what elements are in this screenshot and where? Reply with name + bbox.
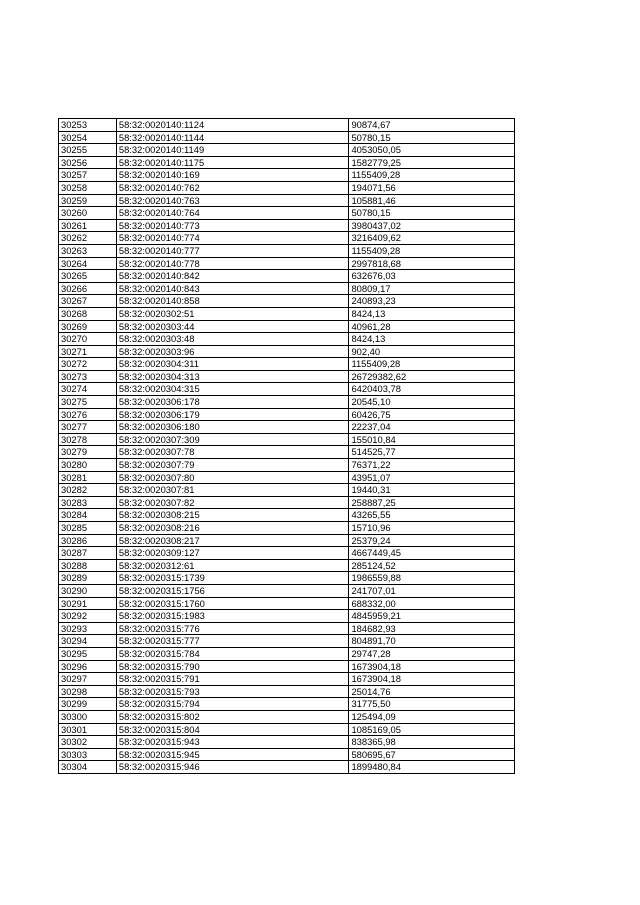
table-row [59, 408, 515, 421]
row-number-cell: 30297 [59, 673, 117, 686]
cadastral-number-cell: 58:32:0020140:778 [116, 257, 349, 270]
row-number-cell: 30292 [59, 610, 117, 623]
value-cell: 8424,13 [349, 307, 515, 320]
row-number-cell: 30290 [59, 584, 117, 597]
value-cell: 43265,55 [349, 509, 515, 522]
value-cell: 60426,75 [349, 408, 515, 421]
value-cell: 155010,84 [349, 433, 515, 446]
cadastral-number-cell: 58:32:0020140:1175 [116, 156, 349, 169]
row-number-cell: 30287 [59, 547, 117, 560]
table-row [59, 169, 515, 182]
cadastral-number-cell: 58:32:0020140:773 [116, 219, 349, 232]
table-row [59, 282, 515, 295]
cadastral-number-cell: 58:32:0020140:843 [116, 282, 349, 295]
table-row [59, 232, 515, 245]
row-number-cell: 30253 [59, 119, 117, 132]
table-row [59, 307, 515, 320]
cadastral-number-cell: 58:32:0020315:946 [116, 761, 349, 774]
value-cell: 8424,13 [349, 333, 515, 346]
cadastral-number-cell: 58:32:0020315:791 [116, 673, 349, 686]
value-cell: 50780,15 [349, 131, 515, 144]
cadastral-number-cell: 58:32:0020315:784 [116, 647, 349, 660]
value-cell: 4845959,21 [349, 610, 515, 623]
cadastral-number-cell: 58:32:0020306:180 [116, 421, 349, 434]
value-cell: 632676,03 [349, 270, 515, 283]
cadastral-number-cell: 58:32:0020315:1756 [116, 584, 349, 597]
table-row [59, 383, 515, 396]
value-cell: 25014,76 [349, 685, 515, 698]
value-cell: 804891,70 [349, 635, 515, 648]
row-number-cell: 30277 [59, 421, 117, 434]
cadastral-number-cell: 58:32:0020303:44 [116, 320, 349, 333]
row-number-cell: 30296 [59, 660, 117, 673]
table-row [59, 181, 515, 194]
cadastral-number-cell: 58:32:0020304:315 [116, 383, 349, 396]
value-cell: 15710,96 [349, 522, 515, 535]
row-number-cell: 30254 [59, 131, 117, 144]
row-number-cell: 30299 [59, 698, 117, 711]
row-number-cell: 30300 [59, 710, 117, 723]
row-number-cell: 30261 [59, 219, 117, 232]
value-cell: 838365,98 [349, 736, 515, 749]
table-row [59, 736, 515, 749]
row-number-cell: 30271 [59, 345, 117, 358]
value-cell: 31775,50 [349, 698, 515, 711]
row-number-cell: 30294 [59, 635, 117, 648]
table-row [59, 270, 515, 283]
value-cell: 76371,22 [349, 459, 515, 472]
table-row [59, 723, 515, 736]
row-number-cell: 30266 [59, 282, 117, 295]
cadastral-number-cell: 58:32:0020307:81 [116, 484, 349, 497]
table-row [59, 396, 515, 409]
cadastral-number-cell: 58:32:0020140:763 [116, 194, 349, 207]
cadastral-number-cell: 58:32:0020315:794 [116, 698, 349, 711]
row-number-cell: 30288 [59, 559, 117, 572]
cadastral-number-cell: 58:32:0020315:776 [116, 622, 349, 635]
table-row [59, 131, 515, 144]
table-row [59, 421, 515, 434]
table-row [59, 597, 515, 610]
cadastral-number-cell: 58:32:0020315:802 [116, 710, 349, 723]
table-row [59, 496, 515, 509]
table-row [59, 710, 515, 723]
value-cell: 90874,67 [349, 119, 515, 132]
cadastral-number-cell: 58:32:0020307:80 [116, 471, 349, 484]
value-cell: 22237,04 [349, 421, 515, 434]
row-number-cell: 30298 [59, 685, 117, 698]
cadastral-number-cell: 58:32:0020309:127 [116, 547, 349, 560]
cadastral-number-cell: 58:32:0020312:61 [116, 559, 349, 572]
row-number-cell: 30267 [59, 295, 117, 308]
table-row [59, 534, 515, 547]
value-cell: 43951,07 [349, 471, 515, 484]
value-cell: 285124,52 [349, 559, 515, 572]
table-row [59, 257, 515, 270]
row-number-cell: 30302 [59, 736, 117, 749]
table-body [59, 119, 515, 774]
cadastral-number-cell: 58:32:0020140:169 [116, 169, 349, 182]
row-number-cell: 30255 [59, 144, 117, 157]
row-number-cell: 30273 [59, 370, 117, 383]
cadastral-number-cell: 58:32:0020303:48 [116, 333, 349, 346]
table-row [59, 358, 515, 371]
table-row [59, 698, 515, 711]
table-row [59, 295, 515, 308]
table-row [59, 610, 515, 623]
row-number-cell: 30275 [59, 396, 117, 409]
cadastral-number-cell: 58:32:0020315:790 [116, 660, 349, 673]
table-row [59, 194, 515, 207]
cadastral-number-cell: 58:32:0020140:1144 [116, 131, 349, 144]
row-number-cell: 30286 [59, 534, 117, 547]
value-cell: 6420403,78 [349, 383, 515, 396]
value-cell: 19440,31 [349, 484, 515, 497]
row-number-cell: 30301 [59, 723, 117, 736]
table-row [59, 370, 515, 383]
table-row [59, 647, 515, 660]
table-row [59, 320, 515, 333]
cadastral-number-cell: 58:32:0020140:1149 [116, 144, 349, 157]
table-row [59, 345, 515, 358]
cadastral-number-cell: 58:32:0020140:1124 [116, 119, 349, 132]
value-cell: 902,40 [349, 345, 515, 358]
cadastral-number-cell: 58:32:0020308:217 [116, 534, 349, 547]
row-number-cell: 30280 [59, 459, 117, 472]
cadastral-number-cell: 58:32:0020306:178 [116, 396, 349, 409]
cadastral-number-cell: 58:32:0020315:945 [116, 748, 349, 761]
row-number-cell: 30268 [59, 307, 117, 320]
value-cell: 1899480,84 [349, 761, 515, 774]
data-table [58, 118, 515, 774]
value-cell: 1155409,28 [349, 169, 515, 182]
row-number-cell: 30283 [59, 496, 117, 509]
table-row [59, 559, 515, 572]
row-number-cell: 30258 [59, 181, 117, 194]
cadastral-number-cell: 58:32:0020304:311 [116, 358, 349, 371]
value-cell: 1986559,88 [349, 572, 515, 585]
value-cell: 1085169,05 [349, 723, 515, 736]
value-cell: 26729382,62 [349, 370, 515, 383]
table-row [59, 685, 515, 698]
table-row [59, 207, 515, 220]
row-number-cell: 30259 [59, 194, 117, 207]
row-number-cell: 30282 [59, 484, 117, 497]
value-cell: 241707,01 [349, 584, 515, 597]
row-number-cell: 30304 [59, 761, 117, 774]
cadastral-number-cell: 58:32:0020315:793 [116, 685, 349, 698]
cadastral-number-cell: 58:32:0020308:215 [116, 509, 349, 522]
row-number-cell: 30264 [59, 257, 117, 270]
value-cell: 688332,00 [349, 597, 515, 610]
table-row [59, 459, 515, 472]
cadastral-number-cell: 58:32:0020308:216 [116, 522, 349, 535]
row-number-cell: 30274 [59, 383, 117, 396]
table-row [59, 484, 515, 497]
value-cell: 194071,56 [349, 181, 515, 194]
table-row [59, 748, 515, 761]
value-cell: 80809,17 [349, 282, 515, 295]
row-number-cell: 30278 [59, 433, 117, 446]
value-cell: 20545,10 [349, 396, 515, 409]
value-cell: 240893,23 [349, 295, 515, 308]
value-cell: 1155409,28 [349, 358, 515, 371]
value-cell: 258887,25 [349, 496, 515, 509]
value-cell: 125494,09 [349, 710, 515, 723]
table-row [59, 572, 515, 585]
value-cell: 1673904,18 [349, 673, 515, 686]
table-row [59, 333, 515, 346]
value-cell: 2997818,68 [349, 257, 515, 270]
value-cell: 25379,24 [349, 534, 515, 547]
row-number-cell: 30256 [59, 156, 117, 169]
cadastral-number-cell: 58:32:0020307:79 [116, 459, 349, 472]
row-number-cell: 30265 [59, 270, 117, 283]
table-row [59, 244, 515, 257]
cadastral-number-cell: 58:32:0020315:943 [116, 736, 349, 749]
row-number-cell: 30293 [59, 622, 117, 635]
table-row [59, 144, 515, 157]
cadastral-number-cell: 58:32:0020315:777 [116, 635, 349, 648]
table-row [59, 471, 515, 484]
table-row [59, 635, 515, 648]
row-number-cell: 30263 [59, 244, 117, 257]
table-row [59, 156, 515, 169]
cadastral-number-cell: 58:32:0020315:1760 [116, 597, 349, 610]
value-cell: 514525,77 [349, 446, 515, 459]
table-row [59, 219, 515, 232]
row-number-cell: 30269 [59, 320, 117, 333]
value-cell: 1582779,25 [349, 156, 515, 169]
cadastral-number-cell: 58:32:0020315:804 [116, 723, 349, 736]
row-number-cell: 30284 [59, 509, 117, 522]
table-row [59, 547, 515, 560]
row-number-cell: 30291 [59, 597, 117, 610]
table-row [59, 522, 515, 535]
row-number-cell: 30262 [59, 232, 117, 245]
row-number-cell: 30276 [59, 408, 117, 421]
row-number-cell: 30260 [59, 207, 117, 220]
table-row [59, 584, 515, 597]
cadastral-number-cell: 58:32:0020307:78 [116, 446, 349, 459]
row-number-cell: 30272 [59, 358, 117, 371]
table-row [59, 622, 515, 635]
cadastral-number-cell: 58:32:0020140:858 [116, 295, 349, 308]
table-row [59, 660, 515, 673]
row-number-cell: 30295 [59, 647, 117, 660]
cadastral-number-cell: 58:32:0020140:777 [116, 244, 349, 257]
value-cell: 3980437,02 [349, 219, 515, 232]
cadastral-number-cell: 58:32:0020315:1739 [116, 572, 349, 585]
cadastral-number-cell: 58:32:0020302:51 [116, 307, 349, 320]
value-cell: 1673904,18 [349, 660, 515, 673]
row-number-cell: 30285 [59, 522, 117, 535]
row-number-cell: 30289 [59, 572, 117, 585]
cadastral-number-cell: 58:32:0020306:179 [116, 408, 349, 421]
cadastral-number-cell: 58:32:0020303:96 [116, 345, 349, 358]
table-row [59, 119, 515, 132]
table-row [59, 761, 515, 774]
cadastral-number-cell: 58:32:0020140:764 [116, 207, 349, 220]
value-cell: 3216409,62 [349, 232, 515, 245]
value-cell: 105881,46 [349, 194, 515, 207]
table-row [59, 446, 515, 459]
value-cell: 1155409,28 [349, 244, 515, 257]
cadastral-number-cell: 58:32:0020315:1983 [116, 610, 349, 623]
value-cell: 50780,15 [349, 207, 515, 220]
value-cell: 29747,28 [349, 647, 515, 660]
row-number-cell: 30270 [59, 333, 117, 346]
cadastral-number-cell: 58:32:0020307:82 [116, 496, 349, 509]
table-row [59, 673, 515, 686]
value-cell: 4667449,45 [349, 547, 515, 560]
row-number-cell: 30257 [59, 169, 117, 182]
cadastral-number-cell: 58:32:0020307:309 [116, 433, 349, 446]
cadastral-number-cell: 58:32:0020140:774 [116, 232, 349, 245]
cadastral-number-cell: 58:32:0020304:313 [116, 370, 349, 383]
value-cell: 184682,93 [349, 622, 515, 635]
cadastral-number-cell: 58:32:0020140:842 [116, 270, 349, 283]
cadastral-number-cell: 58:32:0020140:762 [116, 181, 349, 194]
row-number-cell: 30279 [59, 446, 117, 459]
row-number-cell: 30303 [59, 748, 117, 761]
table-row [59, 509, 515, 522]
table-row [59, 433, 515, 446]
row-number-cell: 30281 [59, 471, 117, 484]
value-cell: 4053050,05 [349, 144, 515, 157]
value-cell: 580695,67 [349, 748, 515, 761]
value-cell: 40961,28 [349, 320, 515, 333]
